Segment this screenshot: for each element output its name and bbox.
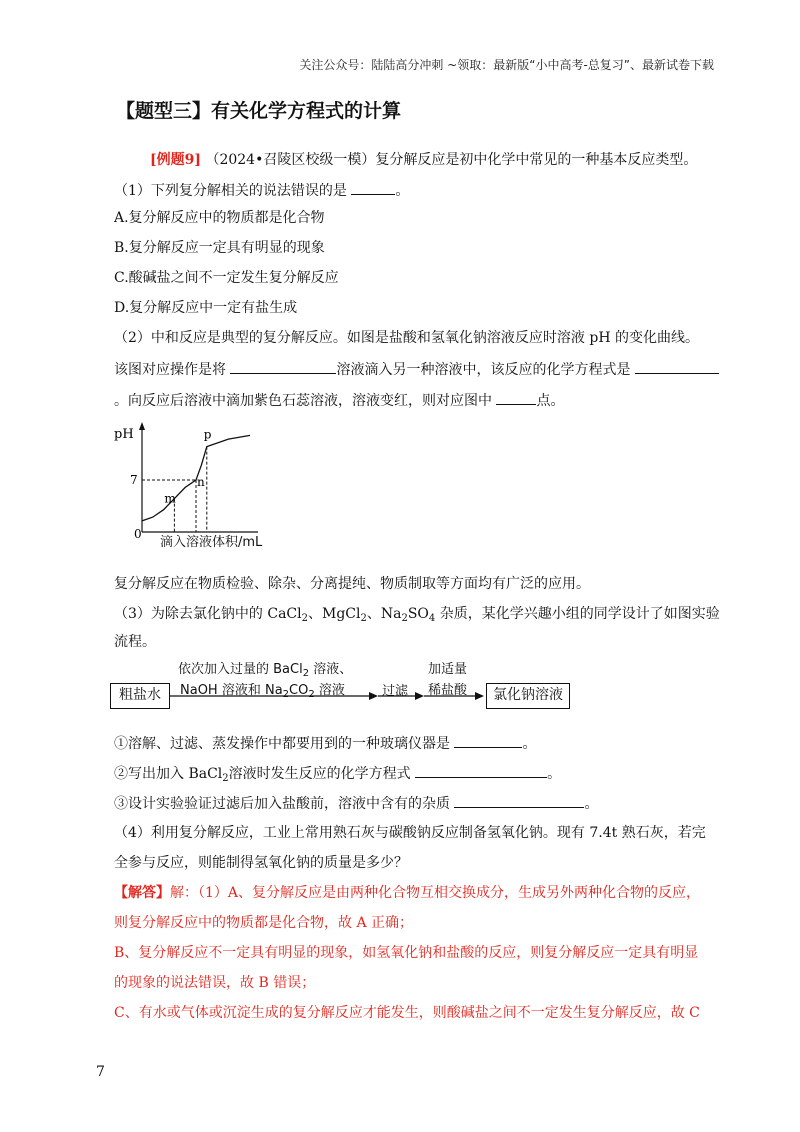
subscript: 2 [301,613,308,624]
flow-step1-bottom-a: NaOH 溶液和 Na [180,683,283,698]
example-intro [150,150,697,170]
q2-line3-text: 。向反应后溶液中滴加紫色石蕊溶液，溶液变红，则对应图中 [114,393,497,409]
point-n-label: n [197,475,205,489]
flow-box-crude-brine: 粗盐水 [110,683,170,709]
point-p-label: p [203,427,212,442]
q1-option-b: B.复分解反应一定具有明显的现象 [114,240,325,256]
ph-curve [142,435,250,521]
q3-sub2-text-b: 溶液时发生反应的化学方程式 [228,766,416,782]
q3-sub2-text-a: ②写出加入 BaCl [114,766,223,782]
q3-sub3 [114,793,598,814]
q3-sub1 [114,733,536,754]
q2-line3 [114,390,564,411]
answer-line2: 则复分解反应中的物质都是化合物，故 A 正确； [114,915,414,931]
q4-line2: 全参与反应，则能制得氢氧化钠的质量是多少？ [114,855,408,871]
flow-box-nacl-solution: 氯化钠溶液 [486,683,570,709]
subscript: 2 [360,613,367,624]
q2-line2 [114,359,719,380]
flow-step1-top-a: 依次加入过量的 BaCl [178,662,303,677]
flow-arrowhead-2 [415,692,424,700]
q2-point-blank [496,390,536,405]
after-chart-text: 复分解反应在物质检验、除杂、分离提纯、物质制取等方面均有广泛的应用。 [114,576,590,592]
q3-stem-c: 、Na [366,606,402,622]
q1-option-a: A.复分解反应中的物质都是化合物 [114,210,325,226]
subscript: 4 [428,613,436,624]
q3-sub3-text: ③设计实验验证过滤后加入盐酸前，溶液中含有的杂质 [114,796,455,812]
q3-sub2-blank [415,763,547,778]
q3-sub2-end: 。 [547,766,562,782]
q3-sub1-blank [454,733,522,748]
q1-answer-blank [351,180,395,195]
q1-stem-text: （1）下列复分解相关的说法错误的是 [114,183,352,199]
flow-step3-top: 加适量 [428,662,468,677]
q4-line1: （4）利用复分解反应，工业上常用熟石灰与碳酸钠反应制备氢氧化钠。现有 7.4t 熟石灰，若完 [114,825,706,841]
y-axis-label: pH [114,427,134,442]
flow-step1-bottom-c: 溶液 [314,683,345,698]
flow-step3-bottom: 稀盐酸 [428,683,468,698]
q3-stem-b: 、MgCl [307,606,361,622]
q2-solution-blank [230,359,336,374]
subscript: 2 [401,613,408,624]
subscript: 2 [302,668,310,679]
flow-step1-bottom [180,679,345,700]
q2-equation-blank [635,359,719,374]
answer-line1 [114,883,700,903]
flow-arrowhead-3 [475,692,484,700]
page-header: 关注公众号：陆陆高分冲刺 ~领取：最新版“小中高考-总复习”、最新试卷下载 [299,58,714,72]
section-title: 【题型三】有关化学方程式的计算 [116,100,402,122]
x-axis-label: 滴入溶液体积/mL [160,535,263,550]
q3-stem-a: （3）为除去氯化钠中的 CaCl [114,606,302,622]
subscript: 2 [222,773,229,784]
flow-step1-top-b: 溶液、 [309,662,353,677]
q3-sub3-blank [454,793,584,808]
answer-line4: 的现象的说法错误，故 B 错误； [114,975,316,991]
flow-arrowhead-1 [369,692,378,700]
answer-line5: C、有水或气体或沉淀生成的复分解反应才能发生，则酸碱盐之间不一定发生复分解反应，故 C [114,1005,700,1021]
q3-stem-end: 流程。 [114,634,156,650]
point-m-label: m [164,491,176,506]
q1-option-c: C.酸碱盐之间不一定发生复分解反应 [114,270,339,286]
q2-line3-end: 点。 [536,393,565,409]
example-intro-text: （2024•召陵区校级一模）复分解反应是初中化学中常见的一种基本反应类型。 [205,152,698,168]
q1-stem-end: 。 [395,183,410,199]
answer-line1-text: 解：（1）A、复分解反应是由两种化合物互相交换成分，生成另外两种化合物的反应， [170,885,701,901]
flow-step1-bottom-b: CO [289,683,309,698]
subscript: 2 [308,689,315,700]
example-label: [例题9] [150,152,201,168]
flow-diagram [110,656,590,716]
q3-stem-e: 杂质，某化学兴趣小组的同学设计了如图实验 [435,606,720,622]
q3-sub3-end: 。 [584,796,599,812]
q3-stem-d: SO [407,606,429,622]
q2-line2-text: 该图对应操作是将 [114,362,231,378]
q3-stem [114,604,720,629]
answer-line3: B、复分解反应不一定具有明显的现象，如氢氧化钠和盐酸的反应，则复分解反应一定具有明显 [114,945,699,961]
q2-stem: （2）中和反应是典型的复分解反应。如图是盐酸和氢氧化钠溶液反应时溶液 pH 的变化曲线。 [114,330,699,346]
flow-step1-top [178,658,352,679]
flow-step2-filter: 过滤 [382,684,409,699]
y-tick-label-7: 7 [130,473,138,487]
y-axis-arrow [139,422,145,430]
q3-sub1-end: 。 [522,736,537,752]
q3-sub1-text: ①溶解、过滤、蒸发操作中都要用到的一种玻璃仪器是 [114,736,455,752]
subscript: 2 [282,689,290,700]
origin-label: 0 [134,527,142,541]
q1-option-d: D.复分解反应中一定有盐生成 [114,300,298,316]
q1-stem [114,180,409,201]
q3-sub2 [114,763,561,789]
q2-line2-text-b: 溶液滴入另一种溶液中，该反应的化学方程式是 [336,362,635,378]
page-number: 7 [96,1064,105,1080]
answer-label: 【解答】 [114,885,170,901]
